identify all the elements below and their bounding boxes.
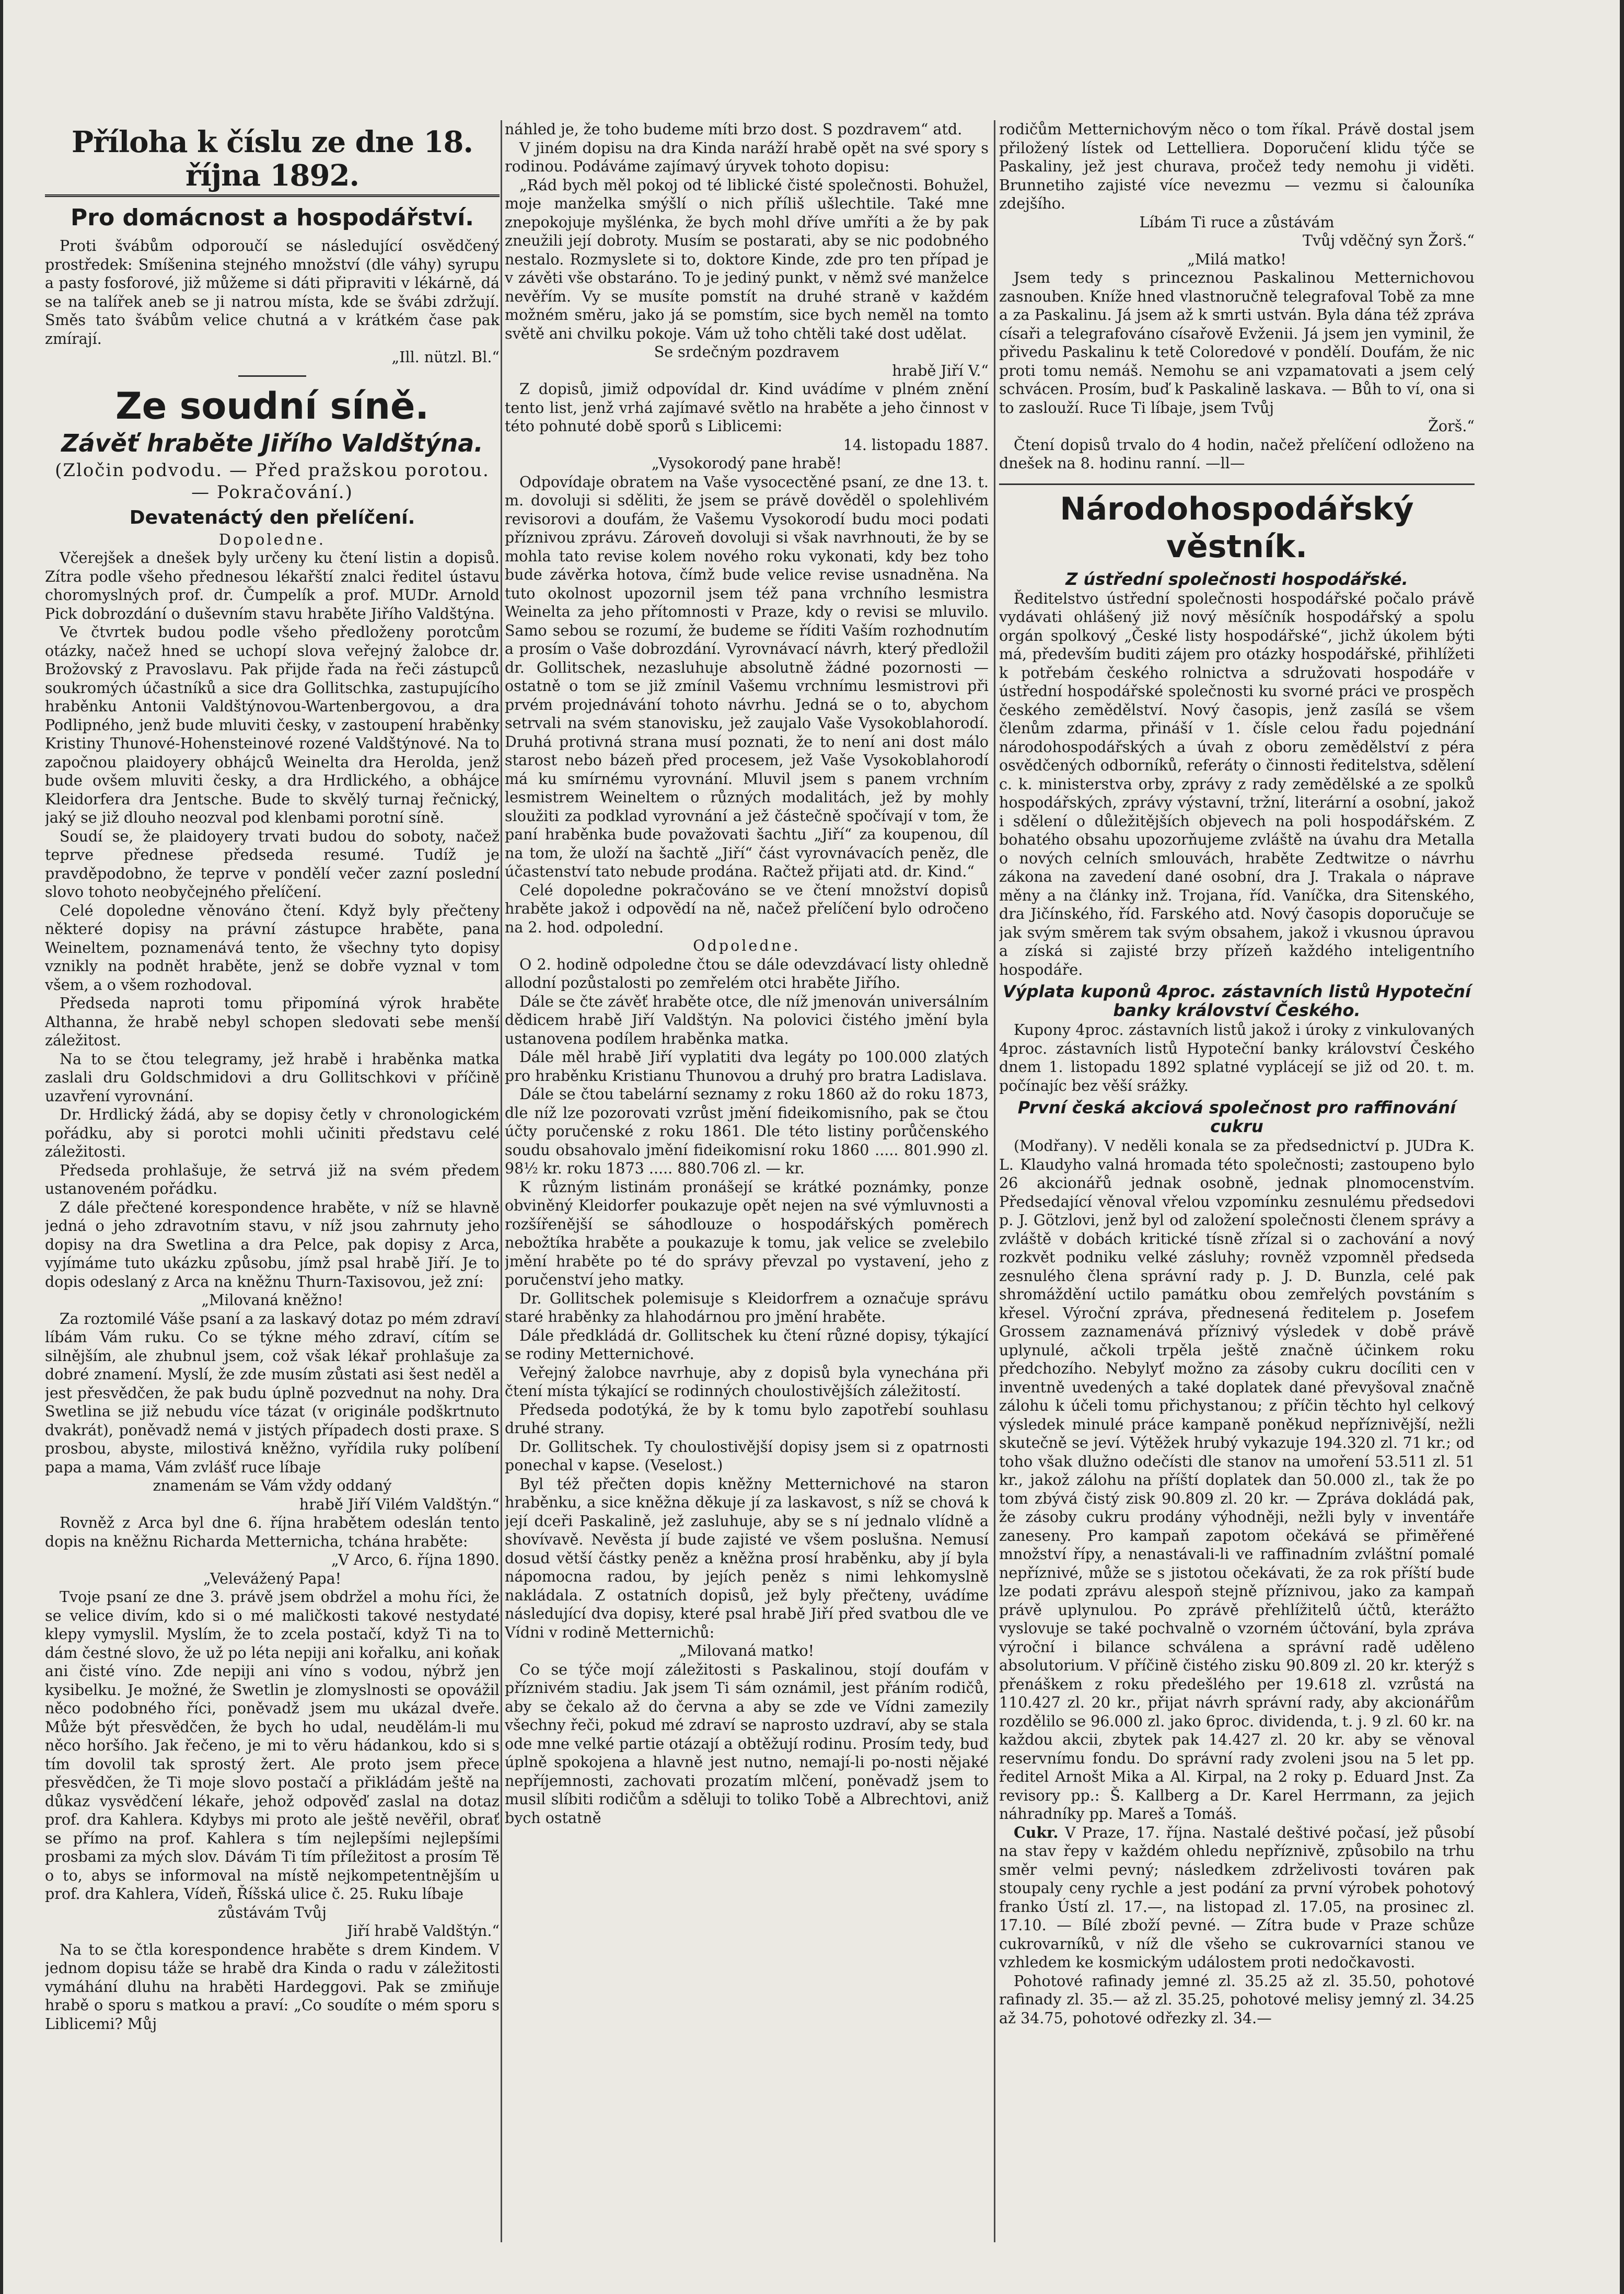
letter-signature: Jiří hrabě Valdštýn.“ (347, 1922, 500, 1940)
letter-signature: hrabě Jiří Vilém Valdštýn.“ (299, 1495, 500, 1513)
letter-dateline: 14. listopadu 1887. (843, 436, 989, 454)
column-divider (501, 120, 502, 2242)
article-paragraph: Veřejný žalobce navrhuje, aby z dopisů byla vynechána při čtení místa týkající se rodinných choulostivějších záležitostí. (505, 1364, 989, 1400)
supplement-title: Příloha k číslu ze dne 18. října 1892. (45, 125, 500, 197)
market-paragraph (999, 1824, 1475, 1972)
letter-closing: Líbám Ti ruce a zůstávám (1139, 213, 1335, 231)
session-label: Dopoledne. (219, 531, 326, 548)
article-paragraph: Předseda prohlašuje, že setrvá již na svém předem ustanoveném pořádku. (45, 1161, 500, 1197)
society-heading: Z ústřední společnosti hospodářské. (1065, 569, 1408, 589)
article-paragraph: Dr. Hrdlický žádá, aby se dopisy četly v chronologickém pořádku, aby si porotci mohli učiniti představu celé záležitosti. (45, 1106, 500, 1160)
market-prices: Pohotové rafinady jemné zl. 35.25 až zl. 35.50, pohotové rafinady zl. 35.— až zl. 35.25, pohotové melisy jemný zl. 34.25 až 34.75, pohotové odřezky zl. 34.— (999, 1972, 1475, 2027)
letter-signature: Žorš.“ (1428, 418, 1475, 435)
article-paragraph: Dále se čtou tabelární seznamy z roku 1860 až do roku 1873, dle níž lze pozorovati vzrůst jmění fideikomisního, pak se čtou účty poručenské z roku 1861. Dle této listiny porůčenského soudu obsahovalo jmění fideikomisní roku 1860 ..... 801.990 zl. 98½ kr. roku 1873 ..... 880.706 zl. — kr. (505, 1086, 989, 1177)
article-paragraph: V jiném dopisu na dra Kinda naráží hrabě opět na své spory s rodinou. Podáváme zajímavý úryvek tohoto dopisu: (505, 139, 989, 175)
letter-signature: Tvůj vděčný syn Žorš.“ (1302, 232, 1475, 249)
letter-paragraph: rodičům Metternichovým něco o tom říkal. Právě dostal jsem přiložený lístek od Lettelliera. Doporučení klidu týče se Paskaliny, jež jest churava, pročež tedy nemohu ji viděti. Brunnetiho zajisté více nevezmu — vezmu si čalouníka zdejšího. (999, 121, 1475, 212)
letter-closing: znamenám se Vám vždy oddaný (153, 1477, 392, 1494)
article-paragraph: K různým listinám pronášejí se krátké poznámky, ponze obviněný Kleidorfer poukazuje opět nejen na své výmluvnosti a rozšířenější se sáhodlouze o hospodářských poměrech nebožtíka hraběte a poukazuje k tomu, jak velice se zvelebilo jmění hraběte po té do správy převzal po vystavení, jeho z poručenství jeho matky. (505, 1178, 989, 1288)
day-heading: Devatenáctý den přelíčení. (129, 506, 415, 528)
article-paragraph: (Modřany). V neděli konala se za předsednictví p. JUDra K. L. Klaudyho valná hromada této společnosti; zastoupeno bylo 26 akcionářů jednak osobně, jednak plnomocenstvím. Předsedající věnoval vřelou vzpomínku zesnulému předsedovi p. J. Götzlovi, jenž byl od založení společnosti členem správy a zvláště v dobách kritické tísně zřízal si o zachování a nový rozkvět podniku velké zásluhy; rovněž vzpomněl předseda zesnulého člena správní rady p. J. D. Bunzla, celé pak shromáždění uctilo památku obou zemřelých povstáním s křesel. Výroční zpráva, přednesená ředitelem p. Josefem Grossem zaznamenává příznivý výsledek v době právě uplynulé, ačkoli trpěla ještě značně účinkem roku předchozího. Nebylyť možno za zásoby cukru docíliti cen v inventně uvedených a také doplatek dané převyšoval značně zálohu k účeli tomu přichystanou; z příčin těchto hyl celkový výsledek minulé práce kampaně poněkud nepříznivější, nežli skutečně se jeví. Výtěžek hrubý vykazuje 194.320 zl. 71 kr.; od toho však dlužno odečísti dle stanov na umoření 53.511 zl. 51 kr., jakož zálohu na příští doplatek dan 50.000 zl., tak že po tom zbývá čistý zisk 90.809 zl. 20 kr. — Zpráva dokládá pak, že zásoby cukru prodány výhodněji, nežli byly v inventáře zaneseny. Pro kampaň zapotom očekává se přiměřené množství řípy, a nenastávali-li ve raffinadním zvláštní pomalé nepříznivé, může se s jistotou očekávati, že za rok příští bude lze podati zprávu alespoň stejně příznivou, jako za kampaň právě uplynulou. Po zprávě přehlížitelů účtů, kterážto vyslovuje se také pochvalně o vzorném účtování, byla zpráva výroční i bilance schválena a správní radě uděleno absolutorium. V příčině čistého zisku 90.809 zl. 20 kr. kterýž s přenáškem z roku předešlého per 19.618 zl. vzrůstá na 110.427 zl. 20 kr., přijat návrh správní rady, aby akcionářům rozdělilo se 96.000 zl. jako 6proc. dividenda, t. j. 9 zl. 60 kr. na každou akcii, zbytek pak 14.427 zl. 20 kr. aby se věnoval reservnímu fondu. Do správní rady zvoleni jsou na 5 let pp. ředitel Arnošt Mika a Al. Kirpal, na 2 roky p. Eduard Jnst. Za revisory pp.: Š. Kallberg a Dr. Karel Herrmann, za jejich náhradníky pp. Mareš a Tomáš. (999, 1137, 1475, 1823)
letter-salutation: „Milovaná kněžno! (201, 1292, 343, 1309)
article-paragraph: Dr. Gollitschek. Ty choulostivější dopisy jsem si z opatrnosti ponechal v kapse. (Veselost.) (505, 1438, 989, 1474)
letter-signature: hrabě Jiří V.“ (892, 362, 989, 379)
letter-paragraph: Co se týče mojí záležitosti s Paskalinou, stojí doufám v příznivém stadiu. Jak jsem Ti sám oznámil, jest přáním rodičů, aby se čekalo až do června a aby se zde ve Vídni zamezily všechny řeči, pokud mé zdraví se naprosto uzdraví, aby se stala ode mne velké partie otázají a obtěžují rodinu. Prosím tedy, buď úplně spokojena a hlavně jest nutno, nemají-li po-nosti nějaké nepříjemnosti, zachovati prozatím mlčení, poněvadž jsem to musil slíbiti rodičům a sděluji to toliko Tobě a Albrechtovi, aniž bych ostatně (505, 1661, 989, 1827)
household-text: Proti švábům odporoučí se následující osvědčený prostředek: Smíšenina stejného množství (dle váhy) syrupu a pasty fosforové, již můžeme si dáti připraviti v lékárně, dá se na talířek aneb se ji natrou místa, kde se švábi zdržují. Směs tato švábům velice chutná a v krátkém čase pak zmírají. (45, 237, 500, 348)
letter-salutation: „Milá matko! (1187, 250, 1286, 268)
session-label: Odpoledne. (693, 937, 801, 954)
letter-paragraph: Jsem tedy s princeznou Paskalinou Metternichovou zasnouben. Kníže hned vlastnoručně telegrafoval Tobě za mne a za Paskalinu. Já jsem až k smrti ustván. Byla dána též zpráva císaři a telegrafováno císařově Evženii. Já jsem jen vyminil, že přivedu Paskalinu k tetě Coloredové v pondělí. Doufám, že nic proti tomu nemáš. Nemohu se ani vzpamatovati a jsem celý schvácen. Prosím, buď k Paskalině laskava. — Bůh to ví, ona si to zaslouží. Ruce Ti líbaje, jsem Tvůj (999, 269, 1475, 417)
article-paragraph: Dále se čte závěť hraběte otce, dle níž jmenován universálním dědicem hrabě Jiří Valdštýn. Na polovici čistého jmění byla ustanovena podílem hraběnka matka. (505, 993, 989, 1047)
letter-salutation: „Milovaná matko! (679, 1642, 815, 1659)
section-separator (238, 375, 306, 377)
article-paragraph: Včerejšek a dnešek byly určeny ku čtení listin a dopisů. Zítra podle všeho přednesou lékařští znalci ředitel ústavu choromyslných prof. dr. Čumpelík a prof. MUDr. Arnold Pick dobrozdání o duševním stavu hraběte Jiřího Valdštýna. (45, 549, 500, 623)
sugar-company-heading: První česká akciová společnost pro raffinování cukru (1017, 1098, 1456, 1136)
column-1 (45, 120, 500, 2274)
article-paragraph: Dále předkládá dr. Gollitschek ku čtení různé dopisy, týkající se rodiny Metternichové. (505, 1327, 989, 1363)
article-paragraph: Na to se čtou telegramy, jež hrabě i hraběnka matka zaslali dru Goldschmidovi a dru Gollitschkovi v příčině uzavření vyrovnání. (45, 1050, 500, 1105)
economic-bulletin-title: Národohospodářský věstník. (999, 483, 1475, 566)
article-paragraph: Předseda naproti tomu připomíná výrok hraběte Althanna, že hrabě nebyl schopen sledovati sebe menší záležitost. (45, 995, 500, 1049)
right-page-edge (1620, 0, 1624, 2294)
article-paragraph: Čtení dopisů trvalo do 4 hodin, načež přelíčení odloženo na dnešek na 8. hodinu ranní. —ll— (999, 436, 1475, 472)
court-title: Ze soudní síně. (115, 384, 430, 428)
letter-closing: Se srdečným pozdravem (654, 343, 840, 361)
article-paragraph: Z dále přečtené korespondence hraběte, v níž se hlavně jedná o jeho zdravotním stavu, v níž jsou zahrnuty jeho dopisy na dra Swetlina a dra Pelce, pak dopisy z Arca, vyjímáme tuto ukázku způsobu, jímž psal hrabě Jiří. Je to dopis odeslaný z Arca na kněžnu Thurn-Taxisovou, jež zní: (45, 1198, 500, 1290)
letter-paragraph: Za roztomilé Váše psaní a za laskavý dotaz po mém zdraví líbám Vám ruku. Co se týkne mého zdraví, cítím se silnějším, ale zhubnul jsem, což však lékař prohlašuje za dobré znamení. Myslí, že zde musím zůstati asi šest neděl a jest přesvědčen, že pak budu úplně pozvednut na nohy. Dra Swetlina se již nebudu více tázat (v originále podškrtnuto dvakrát), poněvadž nemá v jistých případech dosti praxe. S prosbou, abyste, milostivá kněžno, vyřídila ruky políbení papa a mama, Vám zvlášť ruce líbaje (45, 1310, 500, 1476)
column-3 (999, 120, 1475, 2274)
article-paragraph: Ředitelstvo ústřední společnosti hospodářské počalo právě vydávati ohlášený již nový měsíčník hospodářský a spolu orgán spolkový „České listy hospodářské“, jichž úkolem býti má, především buditi zájem pro otázky hospodářské, přihlížeti k potřebám českého rolnictva a sdružovati hospodáře v ústřední hospodářské společnosti ku svorné práci ve prospěch českého zemědělství. Nový časopis, jenž zasílá se všem členům zdarma, přináší v 1. čísle celou řadu pojednání národohospodářských a úvah z oboru zemědělství z péra osvědčených odborníků, referáty o činnosti ředitelstva, sdělení c. k. ministerstva orby, zprávy z rady zemědělské a ze spolků hospodářských, zprávy výstavní, tržní, literární a osobní, jakož i sdělení o důležitějších objevech na poli hospodářském. Z bohatého obsahu upozorňujeme zvláště na úvahu dra Metalla o nových celních smlouvách, hraběte Zedtwitze o návrhu zákona na zavedení dané osobní, dra J. Trakala o náprave měny a na články inž. Trojana, říd. Vaníčka, dra Sitenského, dra Jičínského, říd. Farského atd. Nový časopis doporučuje se jak svým směrem tak svým obsahem, jakož i vkusnou úpravou a získá si zajisté brzy přízeň každého inteligentního hospodáře. (999, 590, 1475, 978)
left-page-edge (0, 0, 3, 2294)
article-paragraph: Z dopisů, jimiž odpovídal dr. Kind uvádíme v plném znění tento list, jenž vrhá zajímavé světlo na hraběte a jeho činnost v této pohnuté době sporů s Liblicemi: (505, 381, 989, 435)
letter-salutation: „Velevážený Papa! (203, 1570, 342, 1587)
article-paragraph: O 2. hodině odpoledne čtou se dále odevzdávací listy ohledně allodní pozůstalosti po zemřelém otci hraběte Jiřího. (505, 955, 989, 992)
article-paragraph: Ve čtvrtek budou podle všeho předloženy porotcům otázky, načež hned se uchopí slova veřejný žalobce dr. Brožovský z Pravoslavu. Pak přijde řada na řeči zástupců soukromých účastníků a sice dra Gollitschka, zastupujícího hraběnku Antonii Valdštýnovou-Wartenbergovou, a dra Podlipného, jenž bude mluviti česky, v zastoupení hraběnky Kristiny Thunové-Hohensteinové rozené Valdštýnové. Na to započnou plaidoyery obhájců Weinelta dra Herolda, jenž bude ovšem mluviti česky, a dra Hrdlického, a obhájce Kleidorfera dra Jentsche. Bude to skvělý turnaj řečnický, jaký se již dlouho neozval pod klenbami porotní síně. (45, 624, 500, 826)
article-paragraph: Dále měl hrabě Jiří vyplatiti dva legáty po 100.000 zlatých pro hraběnku Kristianu Thunovou a druhý pro bratra Ladislava. (505, 1048, 989, 1085)
article-paragraph: náhled je, že toho budeme míti brzo dost. S pozdravem“ atd. (505, 121, 962, 138)
letter-paragraph: Odpovídaje obratem na Vaše vysocectěné psaní, ze dne 13. t. m. dovoluji si sděliti, že jsem se právě dověděl o spolehlivém revisorovi a doufám, že Vašemu Vysokorodí budu moci podati příznivou zprávu. Zároveň dovoluji si však navrhnouti, že by se mohla tato revise kolem nového roku vykonati, kdy bez toho bude závěrka hotova, čímž bude velice revise usnadněna. Na tuto okolnost upozornil jsem též pana vrchního lesmistra Weinelta za jeho přítomnosti v Praze, kdy o revisi se mluvilo. Samo sebou se rozumí, že budeme se říditi Vaším rozhodnutím a prosím o Vaše dobrozdání. Vyrovnávací návrh, který předložil dr. Gollitschek, nezasluhuje absolutně žádné pozornosti — ostatně o tom se již zmínil Vašemu vrchnímu lesmistrovi při prvém projednávání tohoto návrhu. Jedná se o to, abychom setrvali na svém stanovisku, jež zaujalo Vaše Vysokoblahorodí. Druhá protivná strana musí poznati, že to není ani dost málo starost nebo bázeň před procesem, jež Vaše Vysokoblahorodí má ku smírnému vyrovnání. Mluvil jsem s panem vrchním lesmistrem Weineltem o různých modalitách, jež by mohly sloužiti za podklad vyrovnání a jež částečně spočívají v tom, že paní hraběnka bude považovati šachtu „Jiří“ za koupenou, díl na tom, že uloží na šachtě „Jiří“ část vyrovnávacích peněz, dle účastenství tato nebude prodána. Račtež přijati atd. dr. Kind.“ (505, 473, 989, 880)
court-note: (Zločin podvodu. — Před pražskou porotou. — Pokračování.) (55, 459, 490, 503)
coupon-heading: Výplata kuponů 4proc. zástavních listů Hypoteční banky království Českého. (1002, 982, 1471, 1020)
article-paragraph: Celé dopoledne věnováno čtení. Když byly přečteny některé dopisy na právní zástupce hraběte, pana Weineltem, poznamenává tento, že všechny tyto dopisy vznikly na podnět hraběte, jenž se dobře vyznal v tom všem, a o všem rozhodoval. (45, 902, 500, 994)
article-paragraph: Kupony 4proc. zástavních listů jakož i úroky z vinkulovaných 4proc. zástavních listů Hypoteční banky království Českého dnem 1. listopadu 1892 splatné vyplácejí se již od 20. t. m. počínajíc bez věší srážky. (999, 1021, 1475, 1094)
court-subtitle: Závěť hraběte Jiřího Valdštýna. (61, 429, 483, 457)
letter-closing: zůstávám Tvůj (218, 1904, 327, 1921)
article-paragraph: Předseda podotýká, že by k tomu bylo zapotřebí souhlasu druhé strany. (505, 1401, 989, 1437)
article-paragraph: Byl též přečten dopis kněžny Metternichové na staron hraběnku, a sice kněžna děkuje jí za laskavost, s níž se chová k její dceři Paskalině, jež zasluhuje, aby se s ní jednalo vlídně a shovívavě. Nevěsta jí bude zajisté ve všem poslušna. Nemusí dosud větší částky peněz a kněžna prosí hraběnku, aby jí byla nápomocna radou, by jejích peněz s nimi lehkomyslně nakládala. Z ostatních dopisů, jež byly přečteny, uvádíme následující dva dopisy, které psal hrabě Jiří před svatbou dle ve Vídni v rodině Metternichů: (505, 1475, 989, 1641)
household-heading: Pro domácnost a hospodářství. (71, 204, 474, 231)
market-lead: Cukr. (1014, 1823, 1059, 1841)
article-paragraph: Celé dopoledne pokračováno se ve čtení množství dopisů hraběte jakož i odpovědí na ně, načež přelíčení bylo odročeno na 2. hod. odpolední. (505, 881, 989, 936)
article-paragraph: Rovněž z Arca byl dne 6. října hrabětem odeslán tento dopis na kněžnu Richarda Metternicha, tchána hraběte: (45, 1514, 500, 1550)
column-divider (994, 120, 995, 2242)
letter-salutation: „Vysokorodý pane hrabě! (651, 455, 842, 472)
letter-paragraph: Tvoje psaní ze dne 3. právě jsem obdržel a mohu říci, že se velice divím, kdo si o mé maličkosti takové nestydaté klepy vymyslil. Myslím, že to zcela postačí, když Ti na to dám čestné slovo, že už po léta nepiji ani kořalku, ani koňak ani čisté víno. Zde nepiji ani víno s vodou, nýbrž jen kysibelku. Je možné, že Swetlin je zlomyslnosti se opovážil něco podobného říci, poněvadž jsem mu ukázal dveře. Může být přesvědčen, že bych ho udal, neudělám-li mu něco horšího. Jak řečeno, je mi to věru hádankou, kdo si s tím dovolil tak sprostý žert. Ale proto jsem přece přesvědčen, že Ti moje slovo postačí a přikládám ještě na důkaz vysvědčení lékaře, jehož odpověď zaslal na dotaz prof. dra Kahlera. Kdybys mi proto ale ještě nevěřil, obrať se přímo na prof. Kahlera s tím nejlepšími nejlepšími prosbami za mých slov. Dávám Ti tím příležitost a prosím Tě o to, abys se informoval na místě nejkompetentnějším u prof. dra Kahlera, Vídeň, Říšská ulice č. 25. Ruku líbaje (45, 1588, 500, 1903)
column-2 (505, 120, 989, 2274)
market-text: V Praze, 17. října. Nastalé deštivé počasí, jež působí na stav řepy v každém ohledu nepříznivě, způsobilo na trhu směr velmi pevný; následkem zdrželivosti továren pak stoupaly ceny rychle a jest podání za první výrobek pohotový franko Ústí zl. 17.—, na listopad zl. 17.05, na prosinec zl. 17.10. — Bílé zboží pevné. — Zítra bude v Praze schůze cukrovarníků, v níž dle všeho se cukrovarníci stanou ve vzhledem ke kosmickým událostem proti nedočkavosti. (999, 1824, 1475, 1971)
article-paragraph: Dr. Gollitschek polemisuje s Kleidorfrem a označuje správu staré hraběnky za hlahodárnou pro jmění hraběte. (505, 1289, 989, 1325)
letter-paragraph: „Rád bych měl pokoj od té liblické čisté společnosti. Bohužel, moje manželka smýšlí o nich příliš ušlechtile. Také mne znepokojuje myšlénka, že bych mohl dříve umříti a že by pak zneužili její dobroty. Musím se postarati, aby se nic podobného nestalo. Rozmyslete si to, doktore Kinde, zde pro ten případ je v závěti vše obstaráno. To je jediný punkt, v němž své manželce nevěřím. Vy se musíte pomstít na druhé straně v každém možném směru, jako já se pomstím, sice bych neměl na tomto světě ani chvilku pokoje. Vám už toho chtěli také dost udělat. (505, 176, 989, 342)
letter-dateline: „V Arco, 6. října 1890. (331, 1551, 500, 1569)
household-source: „Ill. nützl. Bl.“ (391, 349, 500, 366)
article-paragraph: Na to se čtla korespondence hraběte s drem Kindem. V jednom dopisu táže se hrabě dra Kinda o radu v záležitosti vymáhání dluhu na hraběti Hardeggovi. Pak se zmiňuje hrabě o sporu s matkou a praví: „Co soudíte o mém sporu s Liblicemi? Můj (45, 1941, 500, 2033)
article-paragraph: Soudí se, že plaidoyery trvati budou do soboty, načež teprve přednese předseda resumé. Tudíž je pravděpodobno, že teprve v pondělí večer zazní poslední slovo tohoto neobyčejného přelíčení. (45, 827, 500, 901)
